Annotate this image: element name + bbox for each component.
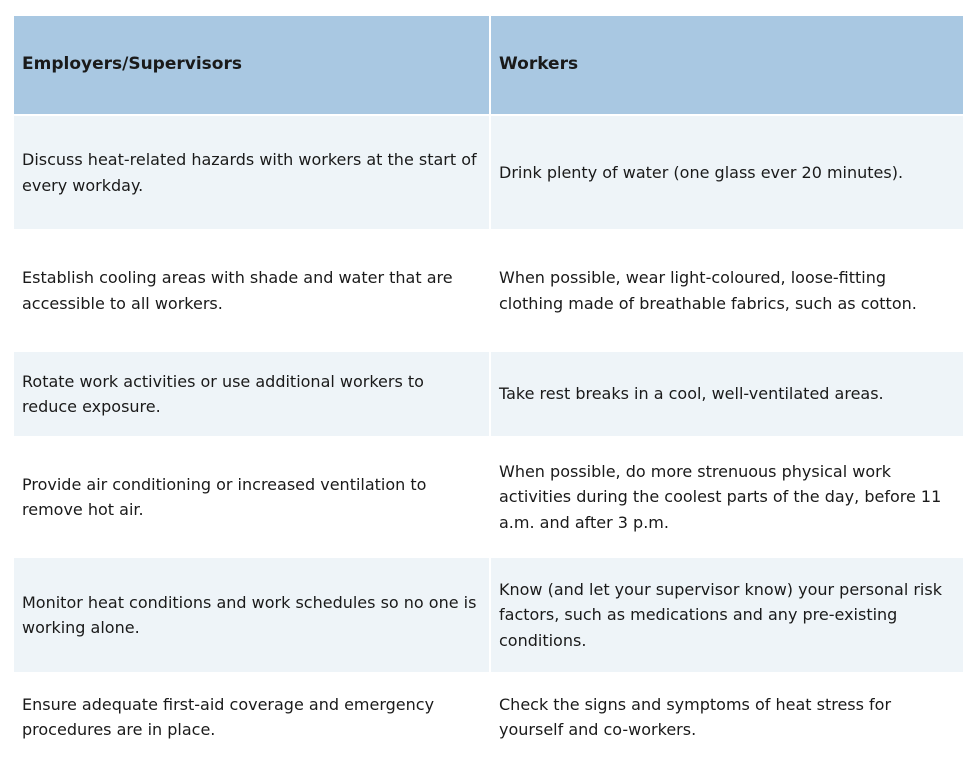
employers-cell: Provide air conditioning or increased ventilation to remove hot air. [14,438,489,556]
workers-cell: Know (and let your supervisor know) your personal risk factors, such as medications and any pre-existing conditions. [489,558,963,672]
table-row [14,114,963,229]
workers-cell: Check the signs and symptoms of heat stress for yourself and co-workers. [489,674,963,760]
workers-cell: Drink plenty of water (one glass ever 20 minutes). [489,116,963,229]
table-header-row [14,16,963,114]
table-row [14,229,963,350]
workers-cell: Take rest breaks in a cool, well-ventilated areas. [489,352,963,436]
table-row [14,556,963,672]
table-row [14,436,963,556]
employers-cell: Ensure adequate first-aid coverage and emergency procedures are in place. [14,674,489,760]
header-employers-supervisors: Employers/Supervisors [14,16,489,114]
workers-cell: When possible, do more strenuous physical work activities during the coolest parts of the day, before 11 a.m. and after 3 p.m. [489,438,963,556]
table-row [14,350,963,436]
employers-cell: Discuss heat-related hazards with workers at the start of every workday. [14,116,489,229]
employers-cell: Establish cooling areas with shade and water that are accessible to all workers. [14,231,489,350]
table-row [14,672,963,760]
employers-cell: Monitor heat conditions and work schedules so no one is working alone. [14,558,489,672]
heat-stress-table [14,16,963,760]
employers-cell: Rotate work activities or use additional workers to reduce exposure. [14,352,489,436]
workers-cell: When possible, wear light-coloured, loose-fitting clothing made of breathable fabrics, such as cotton. [489,231,963,350]
header-workers: Workers [489,16,963,114]
